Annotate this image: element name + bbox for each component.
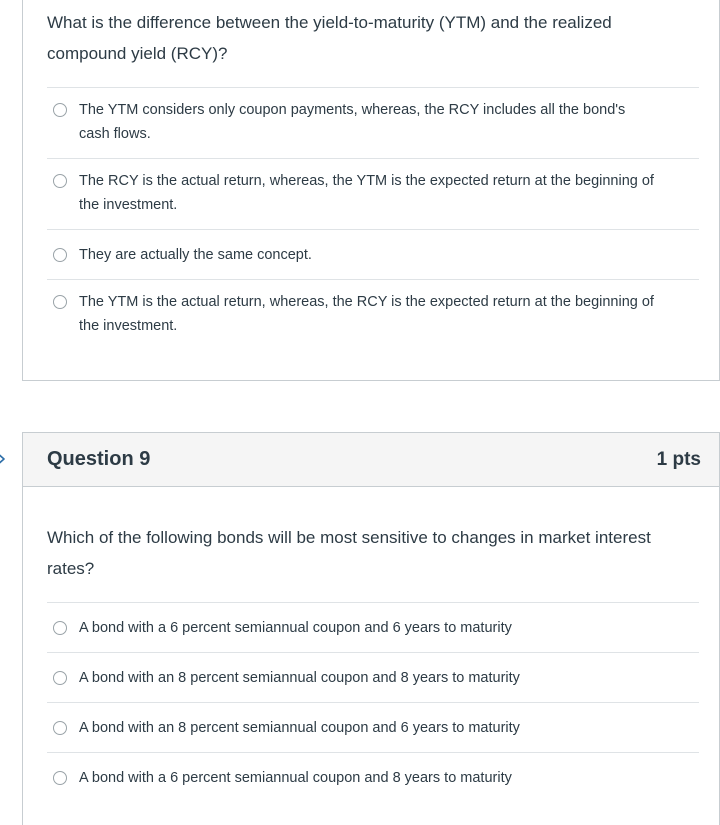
answer-option[interactable] <box>47 652 699 702</box>
answer-list <box>47 602 699 802</box>
question-title: Question 9 <box>47 448 151 470</box>
question-card-previous <box>22 0 720 381</box>
radio-unselected-icon[interactable] <box>53 295 67 309</box>
answer-label[interactable]: The YTM considers only coupon payments, whereas, the RCY includes all the bond's cash flows. <box>79 102 626 142</box>
chevron-right-icon[interactable] <box>0 450 8 468</box>
answer-list <box>47 87 699 350</box>
answer-label[interactable]: The YTM is the actual return, whereas, the RCY is the expected return at the beginning of the investment. <box>79 294 654 334</box>
answer-option[interactable] <box>47 752 699 802</box>
answer-label[interactable]: They are actually the same concept. <box>79 247 312 263</box>
answer-option[interactable] <box>47 229 699 279</box>
radio-unselected-icon[interactable] <box>53 103 67 117</box>
question-text: Which of the following bonds will be most sensitive to changes in market interest rates? <box>47 528 651 578</box>
radio-unselected-icon[interactable] <box>53 671 67 685</box>
question-text: What is the difference between the yield-to-maturity (YTM) and the realized compound yield (RCY)? <box>47 13 612 63</box>
answer-label[interactable]: The RCY is the actual return, whereas, the YTM is the expected return at the beginning of the investment. <box>79 173 654 213</box>
radio-unselected-icon[interactable] <box>53 248 67 262</box>
radio-unselected-icon[interactable] <box>53 174 67 188</box>
radio-unselected-icon[interactable] <box>53 771 67 785</box>
question-card-9 <box>22 432 720 825</box>
answer-option[interactable] <box>47 158 699 229</box>
answer-label[interactable]: A bond with a 6 percent semiannual coupon and 6 years to maturity <box>79 620 512 636</box>
answer-label[interactable]: A bond with a 6 percent semiannual coupon and 8 years to maturity <box>79 770 512 786</box>
answer-option[interactable] <box>47 702 699 752</box>
question-header <box>23 433 719 487</box>
answer-option[interactable] <box>47 87 699 158</box>
radio-unselected-icon[interactable] <box>53 621 67 635</box>
answer-option[interactable] <box>47 602 699 652</box>
answer-label[interactable]: A bond with an 8 percent semiannual coupon and 6 years to maturity <box>79 720 520 736</box>
answer-label[interactable]: A bond with an 8 percent semiannual coupon and 8 years to maturity <box>79 670 520 686</box>
question-points: 1 pts <box>656 448 701 470</box>
answer-option[interactable] <box>47 279 699 350</box>
radio-unselected-icon[interactable] <box>53 721 67 735</box>
